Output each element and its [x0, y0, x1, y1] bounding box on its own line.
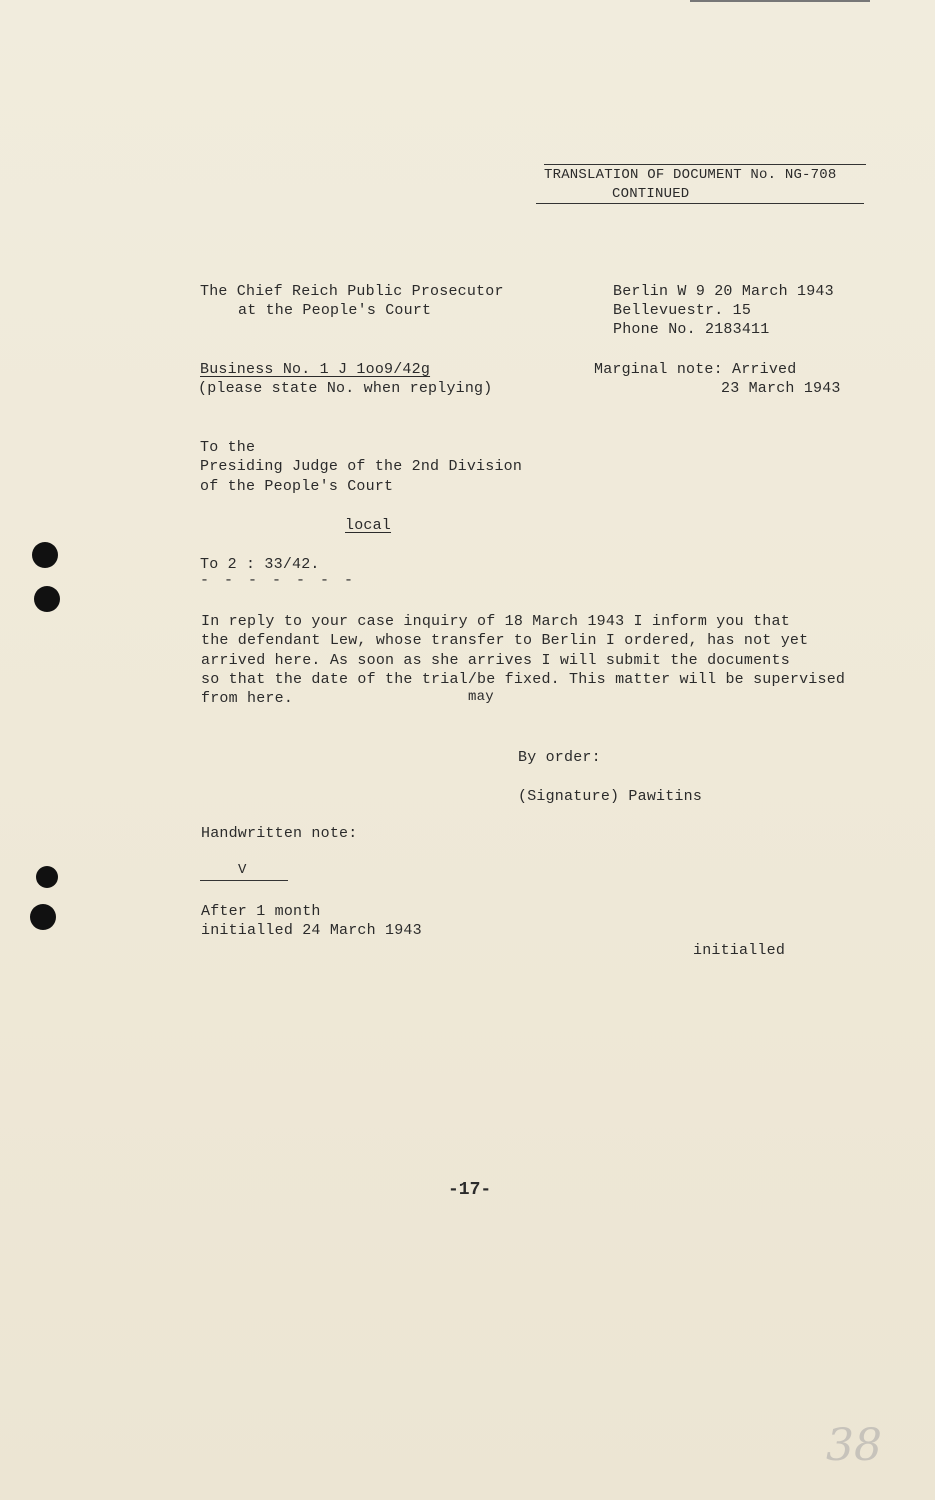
scan-edge-mark [690, 0, 870, 2]
address-line-2: Bellevuestr. 15 [613, 302, 752, 319]
address-line-1: Berlin W 9 20 March 1943 [613, 283, 834, 300]
header-bottom-rule [536, 203, 864, 204]
body-line-3: arrived here. As soon as she arrives I will submit the documents [201, 652, 790, 669]
header-continued: CONTINUED [612, 186, 690, 202]
punch-hole [34, 586, 60, 612]
body-line-5: from here. [201, 690, 294, 707]
business-number: Business No. 1 J 1oo9/42g [200, 361, 431, 378]
handwritten-rule [200, 880, 288, 881]
recipient-local: local [345, 517, 392, 534]
recipient-line-3: of the People's Court [200, 478, 394, 495]
sender-line-2: at the People's Court [238, 302, 432, 319]
page-number: -17- [448, 1180, 492, 1200]
header-title: TRANSLATION OF DOCUMENT No. NG-708 [544, 167, 837, 183]
pencil-folio-number: 38 [826, 1420, 882, 1471]
punch-hole [36, 866, 58, 888]
sender-line-1: The Chief Reich Public Prosecutor [200, 283, 504, 300]
punch-hole [30, 904, 56, 930]
recipient-line-2: Presiding Judge of the 2nd Division [200, 458, 523, 475]
address-line-3: Phone No. 2183411 [613, 321, 770, 338]
initialled-right: initialled [693, 942, 786, 959]
marginal-note-line-2: 23 March 1943 [721, 380, 841, 397]
reference-dashes: - - - - - - - [200, 572, 357, 589]
header-top-rule [544, 164, 866, 165]
body-line-1: In reply to your case inquiry of 18 March 1943 I inform you that [201, 613, 790, 630]
business-reply-note: (please state No. when replying) [198, 380, 493, 397]
reference-line: To 2 : 33/42. [200, 556, 320, 573]
handwritten-line-2: initialled 24 March 1943 [201, 922, 422, 939]
body-insert-may: may [468, 689, 494, 705]
recipient-line-1: To the [200, 439, 256, 456]
handwritten-line-1: After 1 month [201, 903, 321, 920]
signature: (Signature) Pawitins [518, 788, 703, 805]
handwritten-mark: V [238, 862, 247, 878]
body-line-4: so that the date of the trial/be fixed. This matter will be supervised [201, 671, 846, 688]
by-order: By order: [518, 749, 601, 766]
marginal-note-line-1: Marginal note: Arrived [594, 361, 797, 378]
handwritten-label: Handwritten note: [201, 825, 358, 842]
punch-hole [32, 542, 58, 568]
body-line-2: the defendant Lew, whose transfer to Berlin I ordered, has not yet [201, 632, 809, 649]
